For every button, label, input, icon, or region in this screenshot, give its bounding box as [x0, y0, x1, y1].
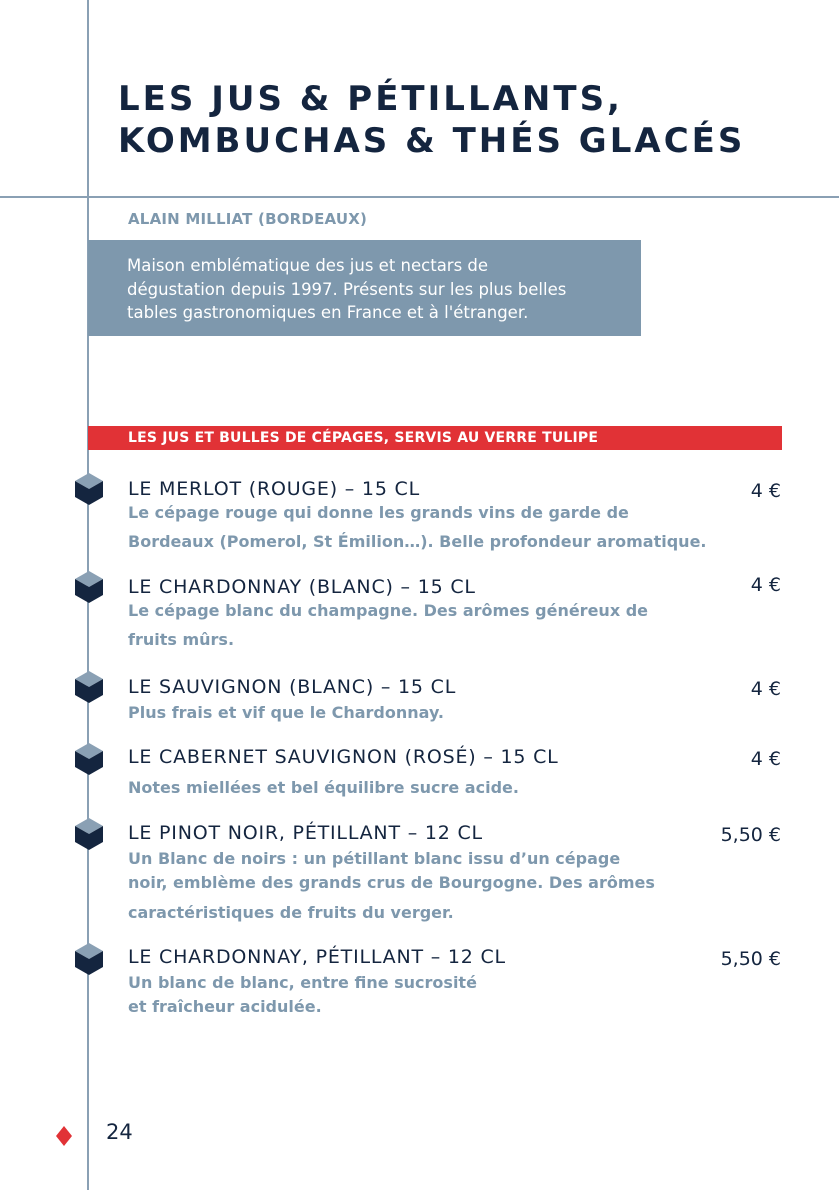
cube-icon — [74, 742, 104, 776]
cube-icon — [74, 570, 104, 604]
item-name: LE CHARDONNAY, PÉTILLANT – 12 CL — [128, 946, 506, 968]
item-name: LE SAUVIGNON (BLANC) – 15 CL — [128, 676, 457, 698]
page-title — [118, 78, 818, 162]
item-description-line: Le cépage blanc du champagne. Des arômes généreux de — [128, 601, 649, 620]
item-price: 5,50 € — [720, 948, 781, 970]
item-description-line: Le cépage rouge qui donne les grands vins de garde de — [128, 503, 629, 522]
item-description-line: Bordeaux (Pomerol, St Émilion…). Belle profondeur aromatique. — [128, 532, 707, 551]
item-description-line: Notes miellées et bel équilibre sucre acide. — [128, 778, 519, 797]
cube-icon — [74, 942, 104, 976]
cube-icon — [74, 670, 104, 704]
item-price: 4 € — [750, 748, 781, 770]
item-name: LE CHARDONNAY (BLANC) – 15 CL — [128, 576, 476, 598]
item-name: LE CABERNET SAUVIGNON (ROSÉ) – 15 CL — [128, 746, 559, 768]
page-title-line-1: LES JUS & PÉTILLANTS, — [118, 79, 623, 119]
horizontal-rule — [0, 196, 839, 198]
item-description-line: Plus frais et vif que le Chardonnay. — [128, 703, 444, 722]
cube-icon — [74, 472, 104, 506]
cube-icon — [74, 817, 104, 851]
item-name: LE PINOT NOIR, PÉTILLANT – 12 CL — [128, 822, 483, 844]
item-description-line: et fraîcheur acidulée. — [128, 997, 322, 1016]
producer-description-line: Maison emblématique des jus et nectars de — [127, 256, 489, 275]
item-description-line: fruits mûrs. — [128, 630, 235, 649]
item-price: 4 € — [750, 678, 781, 700]
producer-description-line: tables gastronomiques en France et à l'étranger. — [127, 303, 529, 322]
producer-description-line: dégustation depuis 1997. Présents sur les plus belles — [127, 279, 567, 299]
item-price: 4 € — [750, 574, 781, 596]
item-description-line: Un Blanc de noirs : un pétillant blanc issu d’un cépage — [128, 849, 621, 868]
item-name: LE MERLOT (ROUGE) – 15 CL — [128, 478, 421, 500]
item-price: 4 € — [750, 480, 781, 502]
item-price: 5,50 € — [720, 824, 781, 846]
producer-description-box — [88, 240, 641, 336]
section-header: LES JUS ET BULLES DE CÉPAGES, SERVIS AU VERRE TULIPE — [88, 426, 782, 450]
diamond-icon — [56, 1126, 72, 1146]
item-description-line: noir, emblème des grands crus de Bourgogne. Des arômes — [128, 873, 655, 892]
item-description-line: Un blanc de blanc, entre fine sucrosité — [128, 973, 477, 992]
item-description-line: caractéristiques de fruits du verger. — [128, 903, 454, 922]
page-number: 24 — [106, 1120, 133, 1144]
producer-name: ALAIN MILLIAT (BORDEAUX) — [128, 210, 368, 228]
page-title-line-2: KOMBUCHAS & THÉS GLACÉS — [118, 121, 746, 161]
